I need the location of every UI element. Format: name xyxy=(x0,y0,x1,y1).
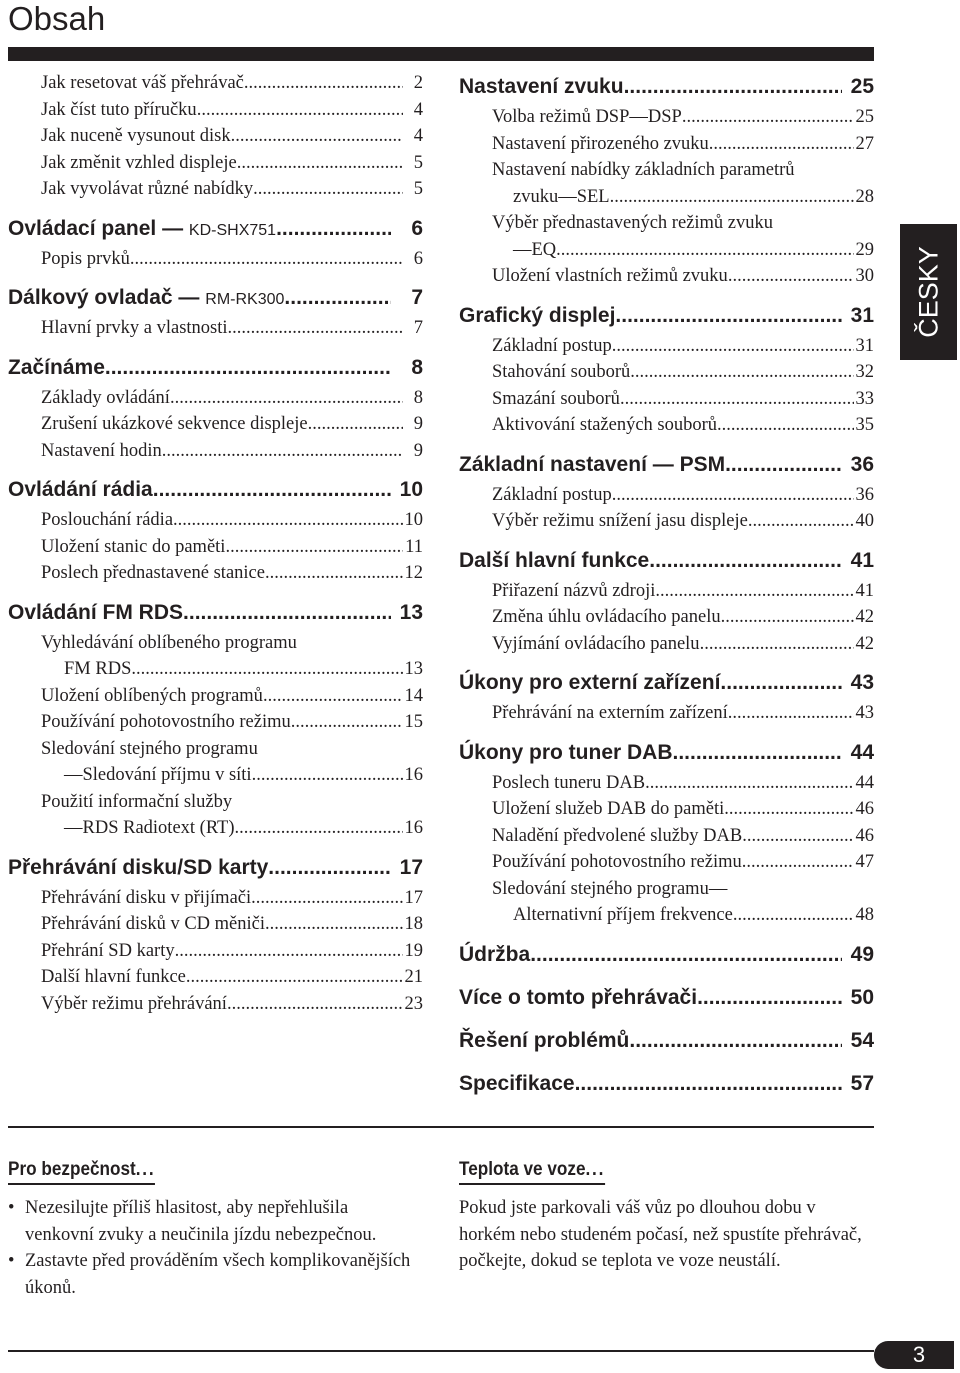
toc-entry-line1: Vyhledávání oblíbeného programu xyxy=(41,632,297,653)
toc-group xyxy=(459,1067,874,1101)
toc-group xyxy=(8,281,423,342)
toc-group xyxy=(459,1024,874,1058)
toc-entry[interactable]: Základní postup ..... 36 xyxy=(459,482,874,509)
toc-entry[interactable]: Uložení stanic do paměti ..... 11 xyxy=(8,534,423,561)
toc-entry[interactable]: FM RDS ..... 13 xyxy=(8,656,423,683)
toc-group xyxy=(459,448,874,535)
toc-entry[interactable]: Poslech tuneru DAB ..... 44 xyxy=(459,770,874,797)
toc-heading[interactable]: Další hlavní funkce ..... 41 xyxy=(459,544,874,578)
toc-entry[interactable]: Jak nuceně vysunout disk ..... 4 xyxy=(8,123,423,150)
toc-entry[interactable]: Poslouchání rádia ..... 10 xyxy=(8,507,423,534)
page-title: Obsah xyxy=(8,0,106,37)
toc-entry[interactable]: Vyjímání ovládacího panelu ..... 42 xyxy=(459,631,874,658)
toc-entry[interactable]: zvuku—SEL ..... 28 xyxy=(459,184,874,211)
section-divider xyxy=(8,1126,874,1128)
toc-entry-line1: Použití informační služby xyxy=(41,791,233,812)
toc-entry[interactable]: Smazání souborů ..... 33 xyxy=(459,386,874,413)
toc-right-column xyxy=(459,70,874,1101)
toc-entry[interactable]: Popis prvků ..... 6 xyxy=(8,246,423,273)
language-label: ČESKY xyxy=(913,246,943,338)
toc-group xyxy=(459,736,874,929)
toc-entry[interactable]: Naladění předvolené služby DAB ..... 46 xyxy=(459,823,874,850)
page-number: 3 xyxy=(874,1341,954,1369)
toc-group xyxy=(8,596,423,842)
safety-list xyxy=(8,1195,418,1301)
toc-heading[interactable]: Specifikace ..... 57 xyxy=(459,1067,874,1101)
toc-heading[interactable]: Úkony pro externí zařízení ..... 43 xyxy=(459,666,874,700)
top-rule xyxy=(8,47,874,61)
toc-entry[interactable]: Zrušení ukázkové sekvence displeje ..... 9 xyxy=(8,411,423,438)
toc-entry[interactable]: Používání pohotovostního režimu ..... 47 xyxy=(459,849,874,876)
toc-entry-line1: Sledování stejného programu— xyxy=(492,878,728,899)
toc-entry[interactable]: Přehrávání na externím zařízení ..... 43 xyxy=(459,700,874,727)
toc-entry[interactable]: Hlavní prvky a vlastnosti ..... 7 xyxy=(8,315,423,342)
toc-group xyxy=(459,70,874,290)
toc-heading[interactable]: Nastavení zvuku ..... 25 xyxy=(459,70,874,104)
toc-entry[interactable]: Poslech přednastavené stanice ..... 12 xyxy=(8,560,423,587)
toc-heading[interactable]: Základní nastavení — PSM ..... 36 xyxy=(459,448,874,482)
toc-entry[interactable]: Aktivování stažených souborů ..... 35 xyxy=(459,412,874,439)
toc-entry[interactable]: Volba režimů DSP—DSP ..... 25 xyxy=(459,104,874,131)
toc-heading[interactable]: Dálkový ovladač — RM-RK300 ..... 7 xyxy=(8,281,423,315)
toc-group xyxy=(8,851,423,1018)
toc-group xyxy=(459,299,874,439)
toc-entry[interactable]: Výběr režimu snížení jasu displeje ..... 40 xyxy=(459,508,874,535)
toc-group xyxy=(459,981,874,1015)
toc-entry-line1: Sledování stejného programu xyxy=(41,738,258,759)
language-tab xyxy=(900,224,957,360)
toc-entry[interactable]: —RDS Radiotext (RT) ..... 16 xyxy=(8,815,423,842)
toc-entry[interactable]: Jak vyvolávat různé nabídky ..... 5 xyxy=(8,176,423,203)
toc-group xyxy=(8,473,423,587)
toc-heading[interactable]: Ovládání FM RDS ..... 13 xyxy=(8,596,423,630)
toc-entry[interactable]: Nastavení přirozeného zvuku ..... 27 xyxy=(459,131,874,158)
toc-entry[interactable]: —EQ ..... 29 xyxy=(459,237,874,264)
toc-left-column xyxy=(8,70,423,1017)
toc-entry[interactable]: Uložení vlastních režimů zvuku ..... 30 xyxy=(459,263,874,290)
toc-group xyxy=(459,938,874,972)
toc-group xyxy=(459,544,874,658)
toc-heading[interactable]: Údržba ..... 49 xyxy=(459,938,874,972)
temperature-heading: Teplota ve voze... xyxy=(459,1158,605,1185)
toc-heading[interactable]: Ovládání rádia ..... 10 xyxy=(8,473,423,507)
toc-entry[interactable]: Jak změnit vzhled displeje ..... 5 xyxy=(8,150,423,177)
toc-entry-line1: Nastavení nabídky základních parametrů xyxy=(492,160,795,180)
toc-entry[interactable]: Přehrávání disků v CD měniči ..... 18 xyxy=(8,911,423,938)
toc-entry[interactable]: Základy ovládání ..... 8 xyxy=(8,385,423,412)
toc-entry[interactable]: Přehrávání disku v přijímači ..... 17 xyxy=(8,885,423,912)
toc-heading[interactable]: Grafický displej ..... 31 xyxy=(459,299,874,333)
toc-group xyxy=(8,351,423,465)
toc-entry[interactable]: Stahování souborů ..... 32 xyxy=(459,359,874,386)
toc-heading[interactable]: Úkony pro tuner DAB ..... 44 xyxy=(459,736,874,770)
toc-group xyxy=(8,70,423,203)
toc-group xyxy=(459,666,874,727)
toc-heading[interactable]: Ovládací panel — KD-SHX751 ..... 6 xyxy=(8,212,423,246)
toc-heading[interactable]: Řešení problémů ..... 54 xyxy=(459,1024,874,1058)
toc-entry[interactable]: Alternativní příjem frekvence ..... 48 xyxy=(459,902,874,929)
safety-heading: Pro bezpečnost... xyxy=(8,1158,155,1185)
toc-entry[interactable]: Přehrání SD karty ..... 19 xyxy=(8,938,423,965)
toc-entry[interactable]: Jak resetovat váš přehrávač ..... 2 xyxy=(8,70,423,97)
toc-entry[interactable]: Uložení oblíbených programů ..... 14 xyxy=(8,683,423,710)
safety-notice xyxy=(8,1158,418,1301)
temperature-text: Pokud jste parkovali váš vůz po dlouhou dobu v horkém nebo studeném počasí, než spustíte přehrávač, počkejte, dokud se teplota ve voze neustálí. xyxy=(459,1198,862,1271)
toc-entry[interactable]: Jak číst tuto příručku ..... 4 xyxy=(8,97,423,124)
model-number: RM-RK300 xyxy=(205,291,285,308)
temperature-notice xyxy=(459,1158,869,1275)
toc-heading[interactable]: Více o tomto přehrávači ..... 50 xyxy=(459,981,874,1015)
toc-entry[interactable]: Změna úhlu ovládacího panelu ..... 42 xyxy=(459,604,874,631)
toc-entry[interactable]: Přiřazení názvů zdroji ..... 41 xyxy=(459,578,874,605)
toc-heading[interactable]: Přehrávání disku/SD karty ..... 17 xyxy=(8,851,423,885)
toc-entry[interactable]: —Sledování příjmu v síti ..... 16 xyxy=(8,762,423,789)
toc-heading[interactable]: Začínáme ..... 8 xyxy=(8,351,423,385)
safety-bullet: • Zastavte před prováděním všech komplikovanějších úkonů. xyxy=(8,1248,418,1301)
safety-bullet: • Nezesilujte příliš hlasitost, aby nepřehlušila venkovní zvuky a neučinila jízdu nebezpečnou. xyxy=(8,1195,418,1248)
toc-entry[interactable]: Používání pohotovostního režimu ..... 15 xyxy=(8,709,423,736)
toc-entry-line1: Výběr přednastavených režimů zvuku xyxy=(492,213,773,233)
toc-entry[interactable]: Nastavení hodin ..... 9 xyxy=(8,438,423,465)
toc-entry[interactable]: Uložení služeb DAB do paměti ..... 46 xyxy=(459,796,874,823)
toc-group xyxy=(8,212,423,273)
toc-entry[interactable]: Výběr režimu přehrávání ..... 23 xyxy=(8,991,423,1018)
footer-rule xyxy=(8,1350,874,1352)
model-number: KD-SHX751 xyxy=(188,221,277,239)
toc-entry[interactable]: Základní postup ..... 31 xyxy=(459,333,874,360)
toc-entry[interactable]: Další hlavní funkce ..... 21 xyxy=(8,964,423,991)
